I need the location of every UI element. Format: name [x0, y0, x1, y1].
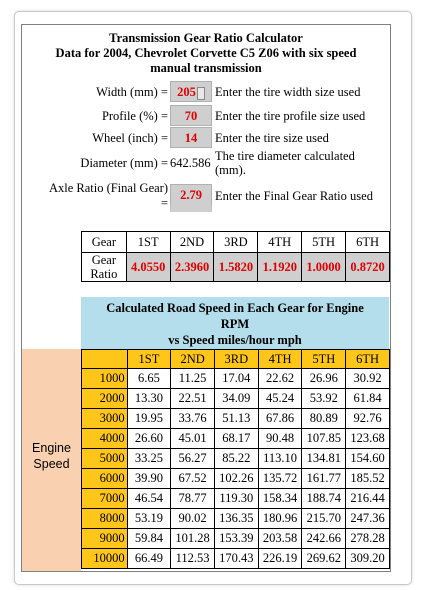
speed-cell: 153.39: [214, 529, 258, 549]
speed-cell: 30.92: [346, 369, 390, 389]
gear-ratio-row: [82, 253, 390, 282]
speed-cell: 216.44: [346, 489, 390, 509]
speed-cell: 33.76: [171, 409, 215, 429]
speed-corner-cell: [82, 350, 128, 369]
width-hint: Enter the tire width size used: [215, 85, 361, 99]
gear-ratio-input[interactable]: 1.0000: [302, 253, 346, 282]
speed-cell: 53.19: [127, 509, 171, 529]
engine-speed-label-line-1: Engine: [32, 441, 71, 455]
gear-ratio-input[interactable]: 4.0550: [126, 253, 170, 282]
gear-header-row: [82, 232, 390, 253]
speed-cell: 39.90: [127, 469, 171, 489]
speed-cell: 33.25: [127, 449, 171, 469]
speed-cell: 226.19: [258, 549, 302, 569]
gear-header-cell: 2ND: [170, 232, 214, 253]
speed-cell: 134.81: [302, 449, 346, 469]
table-row: [82, 489, 390, 509]
diameter-value: 642.586: [170, 156, 211, 170]
speed-cell: 136.35: [214, 509, 258, 529]
axle-hint: Enter the Final Gear Ratio used: [215, 189, 373, 203]
speed-cell: 309.20: [346, 549, 390, 569]
speed-gear-header: 1ST: [127, 350, 171, 369]
rpm-cell: 2000: [82, 389, 128, 409]
axle-label-line-1: Axle Ratio (Final Gear): [48, 181, 168, 195]
speed-cell: 203.58: [258, 529, 302, 549]
table-row: [82, 409, 390, 429]
speed-cell: 102.26: [214, 469, 258, 489]
speed-cell: 135.72: [258, 469, 302, 489]
table-row: [82, 529, 390, 549]
wheel-input[interactable]: 14: [170, 127, 212, 148]
speed-cell: 123.68: [346, 429, 390, 449]
gear-header-cell: 4TH: [258, 232, 302, 253]
speed-cell: 158.34: [258, 489, 302, 509]
gear-ratio-input[interactable]: 2.3960: [170, 253, 214, 282]
width-value: 205: [177, 85, 196, 99]
table-row: [82, 449, 390, 469]
axle-input[interactable]: 2.79: [170, 184, 212, 212]
speed-cell: 56.27: [171, 449, 215, 469]
speed-cell: 242.66: [302, 529, 346, 549]
speed-table-body: [82, 369, 390, 569]
rpm-cell: 1000: [82, 369, 128, 389]
speed-cell: 161.77: [302, 469, 346, 489]
rpm-cell: 10000: [82, 549, 128, 569]
gear-ratio-label-line-1: Gear: [91, 253, 117, 267]
speed-cell: 59.84: [127, 529, 171, 549]
gear-header-cell: 5TH: [302, 232, 346, 253]
title-line-3: manual transmission: [150, 61, 262, 75]
title-line-1: Transmission Gear Ratio Calculator: [109, 31, 303, 45]
width-input[interactable]: [170, 81, 212, 102]
speed-cell: 188.74: [302, 489, 346, 509]
speed-cell: 119.30: [214, 489, 258, 509]
rpm-cell: 9000: [82, 529, 128, 549]
rpm-cell: 5000: [82, 449, 128, 469]
table-row: [82, 509, 390, 529]
speed-header-row: [82, 350, 390, 369]
title-line-2: Data for 2004, Chevrolet Corvette C5 Z06 with six speed: [55, 46, 357, 60]
speed-table-heading: [81, 297, 389, 349]
speed-cell: 101.28: [171, 529, 215, 549]
speed-cell: 11.25: [171, 369, 215, 389]
rpm-cell: 6000: [82, 469, 128, 489]
wheel-hint: Enter the tire size used: [215, 131, 329, 145]
gear-ratio-label: [82, 253, 127, 282]
speed-cell: 26.60: [127, 429, 171, 449]
table-row: [82, 549, 390, 569]
table-row: [82, 429, 390, 449]
speed-gear-header: 6TH: [346, 350, 390, 369]
speed-cell: 269.62: [302, 549, 346, 569]
speed-cell: 61.84: [346, 389, 390, 409]
speed-gear-header: 2ND: [171, 350, 215, 369]
profile-input[interactable]: 70: [170, 105, 212, 126]
speed-cell: 90.48: [258, 429, 302, 449]
profile-label: Profile (%) =: [101, 109, 168, 123]
gear-header-cell: 1ST: [126, 232, 170, 253]
speed-cell: 26.96: [302, 369, 346, 389]
speed-cell: 113.10: [258, 449, 302, 469]
calculator-panel: [21, 24, 391, 572]
gear-ratio-input[interactable]: 1.5820: [214, 253, 258, 282]
speed-cell: 67.52: [171, 469, 215, 489]
speed-cell: 215.70: [302, 509, 346, 529]
speed-heading-line-3: vs Speed miles/hour mph: [168, 333, 302, 347]
wheel-label: Wheel (inch) =: [92, 131, 168, 145]
gear-ratio-label-line-2: Ratio: [90, 267, 118, 281]
speed-heading-line-2: RPM: [220, 317, 250, 331]
speed-cell: 53.92: [302, 389, 346, 409]
road-speed-table: [81, 349, 390, 569]
engine-speed-label: [22, 440, 81, 472]
speed-cell: 6.65: [127, 369, 171, 389]
gear-header-cell: 3RD: [214, 232, 258, 253]
speed-cell: 112.53: [171, 549, 215, 569]
speed-gear-header: 4TH: [258, 350, 302, 369]
rpm-cell: 7000: [82, 489, 128, 509]
gear-ratio-input[interactable]: 0.8720: [346, 253, 390, 282]
speed-cell: 170.43: [214, 549, 258, 569]
speed-cell: 19.95: [127, 409, 171, 429]
speed-cell: 22.51: [171, 389, 215, 409]
axle-label: [22, 181, 168, 211]
speed-cell: 22.62: [258, 369, 302, 389]
engine-speed-label-line-2: Speed: [33, 457, 70, 471]
speed-cell: 90.02: [171, 509, 215, 529]
speed-cell: 92.76: [346, 409, 390, 429]
page-title: [22, 31, 390, 76]
speed-gear-header: 5TH: [302, 350, 346, 369]
spinner-icon[interactable]: [197, 87, 205, 100]
rpm-cell: 8000: [82, 509, 128, 529]
table-row: [82, 389, 390, 409]
speed-cell: 85.22: [214, 449, 258, 469]
speed-cell: 185.52: [346, 469, 390, 489]
speed-gear-header: 3RD: [214, 350, 258, 369]
diameter-hint: The tire diameter calculated (mm).: [215, 149, 355, 177]
gear-ratio-table: [81, 231, 390, 282]
gear-header-label: Gear: [82, 232, 127, 253]
speed-cell: 278.28: [346, 529, 390, 549]
speed-section: [22, 297, 390, 571]
rpm-cell: 3000: [82, 409, 128, 429]
speed-cell: 107.85: [302, 429, 346, 449]
profile-hint: Enter the tire profile size used: [215, 109, 366, 123]
speed-cell: 68.17: [214, 429, 258, 449]
gear-header-cell: 6TH: [346, 232, 390, 253]
speed-cell: 247.36: [346, 509, 390, 529]
speed-cell: 67.86: [258, 409, 302, 429]
speed-cell: 45.01: [171, 429, 215, 449]
speed-cell: 180.96: [258, 509, 302, 529]
speed-cell: 78.77: [171, 489, 215, 509]
engine-speed-sidebar: [22, 349, 81, 571]
speed-cell: 13.30: [127, 389, 171, 409]
speed-cell: 17.04: [214, 369, 258, 389]
speed-cell: 66.49: [127, 549, 171, 569]
speed-heading-line-1: Calculated Road Speed in Each Gear for Engine: [106, 301, 364, 315]
table-row: [82, 369, 390, 389]
speed-cell: 46.54: [127, 489, 171, 509]
speed-cell: 34.09: [214, 389, 258, 409]
speed-cell: 45.24: [258, 389, 302, 409]
speed-cell: 51.13: [214, 409, 258, 429]
axle-label-line-2: =: [160, 196, 168, 210]
diameter-label: Diameter (mm) =: [80, 156, 168, 170]
table-row: [82, 469, 390, 489]
gear-ratio-input[interactable]: 1.1920: [258, 253, 302, 282]
speed-cell: 80.89: [302, 409, 346, 429]
speed-cell: 154.60: [346, 449, 390, 469]
width-label: Width (mm) =: [96, 85, 168, 99]
rpm-cell: 4000: [82, 429, 128, 449]
